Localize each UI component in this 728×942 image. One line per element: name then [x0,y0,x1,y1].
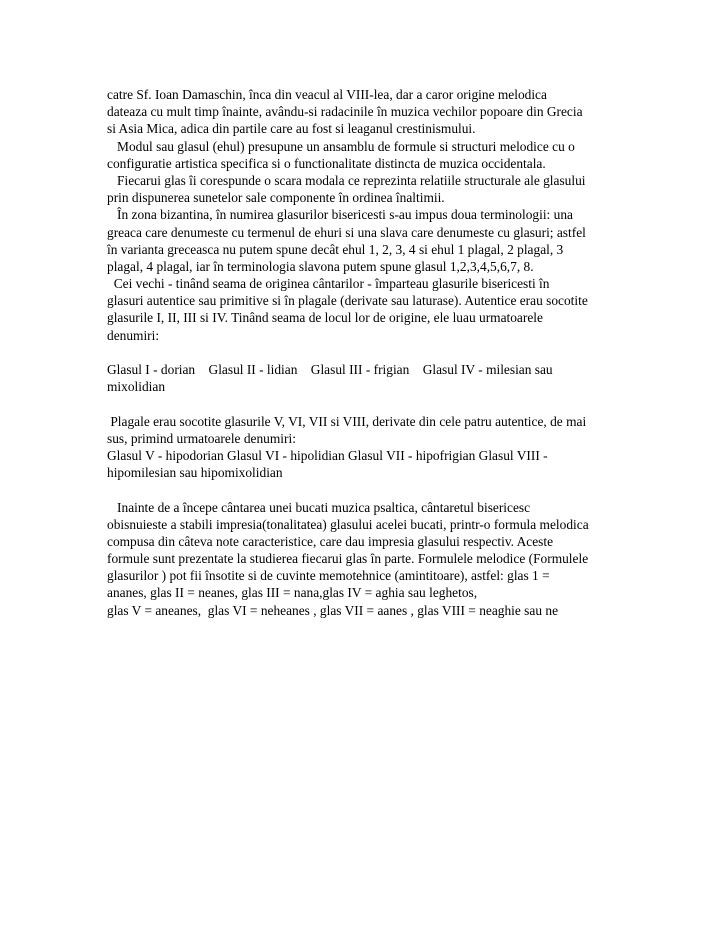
text-line: compusa din câteva note caracteristice, care dau impresia glasului respectiv. Aceste [107,533,554,549]
text-line: glasurile I, II, III si IV. Tinând seama de locul lor de origine, ele luau urmatoarele [107,310,543,326]
text-line: si Asia Mica, adica din partile care au fost si leaganul crestinismului. [107,121,476,137]
paragraph-intro [107,86,627,138]
paragraph-plagale [107,413,627,482]
text-line: În zona bizantina, în numirea glasurilor bisericesti s-au impus doua terminologii: una [107,207,573,223]
text-line: prin dispunerea sunetelor sale componente în ordinea înaltimii. [107,190,445,206]
text-line: Cei vechi - tinând seama de originea cântarilor - împarteau glasurile bisericesti în [107,276,550,292]
paragraph-inainte [107,499,627,619]
body-text [107,86,627,619]
text-line: Inainte de a începe cântarea unei bucati muzica psaltica, cântaretul bisericesc [107,499,531,515]
blank-line [107,344,627,361]
text-line: obisnuieste a stabili impresia(tonalitatea) glasului acelei bucati, printr-o formula melodica [107,516,589,532]
text-line: ananes, glas II = neanes, glas III = nana,glas IV = aghia sau leghetos, [107,585,478,601]
paragraph-zona [107,206,627,275]
text-line: în varianta greceasca nu putem spune decât ehul 1, 2, 3, 4 si ehul 1 plagal, 2 plagal, 3 [107,241,564,257]
text-line: hipomilesian sau hipomixolidian [107,465,283,481]
text-line: sus, primind urmatoarele denumiri: [107,430,296,446]
text-line: glas V = aneanes, glas VI = neheanes , glas VII = aanes , glas VIII = neaghie sau ne [107,602,559,618]
text-line: mixolidian [107,379,166,395]
text-line: glasurilor ) pot fii însotite si de cuvinte memotehnice (amintitoare), astfel: glas 1 = [107,568,550,584]
text-line: catre Sf. Ioan Damaschin, înca din veacul al VIII-lea, dar a caror origine melodica [107,87,547,102]
paragraph-autentice-list [107,361,627,395]
paragraph-modul [107,138,627,172]
text-line: denumiri: [107,327,160,343]
paragraph-vechi [107,275,627,344]
text-line: glasuri autentice sau primitive si în plagale (derivate sau laturase). Autentice erau socotite [107,293,588,309]
text-line: Plagale erau socotite glasurile V, VI, VII si VIII, derivate din cele patru autentice, de mai [107,413,587,429]
text-line: Modul sau glasul (ehul) presupune un ansamblu de formule si structuri melodice cu o [107,138,575,154]
text-line: plagal, 4 plagal, iar în terminologia slavona putem spune glasul 1,2,3,4,5,6,7, 8. [107,258,534,274]
text-line: Glasul I - dorian Glasul II - lidian Glasul III - frigian Glasul IV - milesian sau [107,362,553,377]
paragraph-fiecarui [107,172,627,206]
blank-line [107,395,627,412]
blank-line [107,481,627,498]
text-line: Glasul V - hipodorian Glasul VI - hipolidian Glasul VII - hipofrigian Glasul VIII - [107,447,548,463]
text-line: formule sunt prezentate la studierea fiecarui glas în parte. Formulele melodice (Formulele [107,551,589,567]
text-line: dateaza cu mult timp înainte, avându-si radacinile în muzica vechilor popoare din Grecia [107,104,583,120]
text-line: greaca care denumeste cu termenul de ehuri si una slava care denumeste cu glasuri; astfel [107,224,586,240]
text-line: Fiecarui glas îi corespunde o scara modala ce reprezinta relatiile structurale ale glasului [107,172,586,188]
text-line: configuratie artistica specifica si o functionalitate distincta de muzica occidentala. [107,155,546,171]
